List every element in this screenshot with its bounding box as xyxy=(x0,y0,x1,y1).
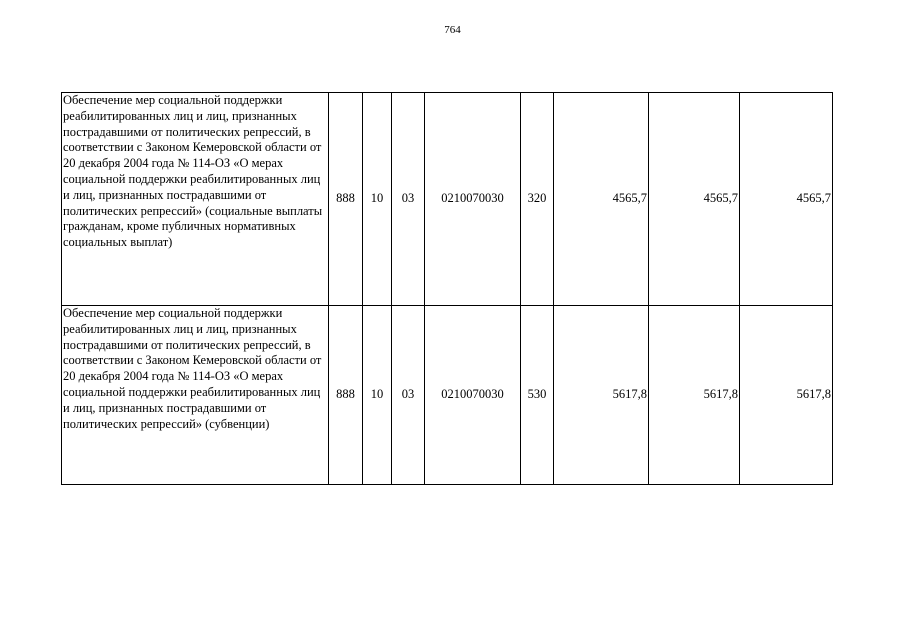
code-subsection: 03 xyxy=(392,306,425,485)
amount-1: 5617,8 xyxy=(554,306,649,485)
table-row xyxy=(62,306,833,485)
code-expense-type: 530 xyxy=(521,306,554,485)
page-number: 764 xyxy=(444,24,461,36)
code-section: 10 xyxy=(363,93,392,306)
table-row xyxy=(62,93,833,306)
code-ministry: 888 xyxy=(329,93,363,306)
amount-2: 4565,7 xyxy=(649,93,740,306)
code-ministry: 888 xyxy=(329,306,363,485)
code-expense-type: 320 xyxy=(521,93,554,306)
code-section: 10 xyxy=(363,306,392,485)
code-target: 0210070030 xyxy=(425,306,521,485)
code-subsection: 03 xyxy=(392,93,425,306)
amount-3: 5617,8 xyxy=(740,306,833,485)
amount-1: 4565,7 xyxy=(554,93,649,306)
row-description: Обеспечение мер социальной поддержки реабилитированных лиц и лиц, признанных пострадавшими от политических репрессий, в соответствии с Законом Кемеровской области от 20 декабря 2004 года № 114-ОЗ «О мерах социальной поддержки реабилитированных лиц и лиц, признанных пострадавшими от политических репрессий» (субвенции) xyxy=(62,306,329,485)
row-description: Обеспечение мер социальной поддержки реабилитированных лиц и лиц, признанных пострадавшими от политических репрессий, в соответствии с Законом Кемеровской области от 20 декабря 2004 года № 114-ОЗ «О мерах социальной поддержки реабилитированных лиц и лиц, признанных пострадавшими от политических репрессий» (социальные выплаты гражданам, кроме публичных нормативных социальных выплат) xyxy=(62,93,329,306)
code-target: 0210070030 xyxy=(425,93,521,306)
amount-3: 4565,7 xyxy=(740,93,833,306)
amount-2: 5617,8 xyxy=(649,306,740,485)
budget-table xyxy=(61,92,833,485)
